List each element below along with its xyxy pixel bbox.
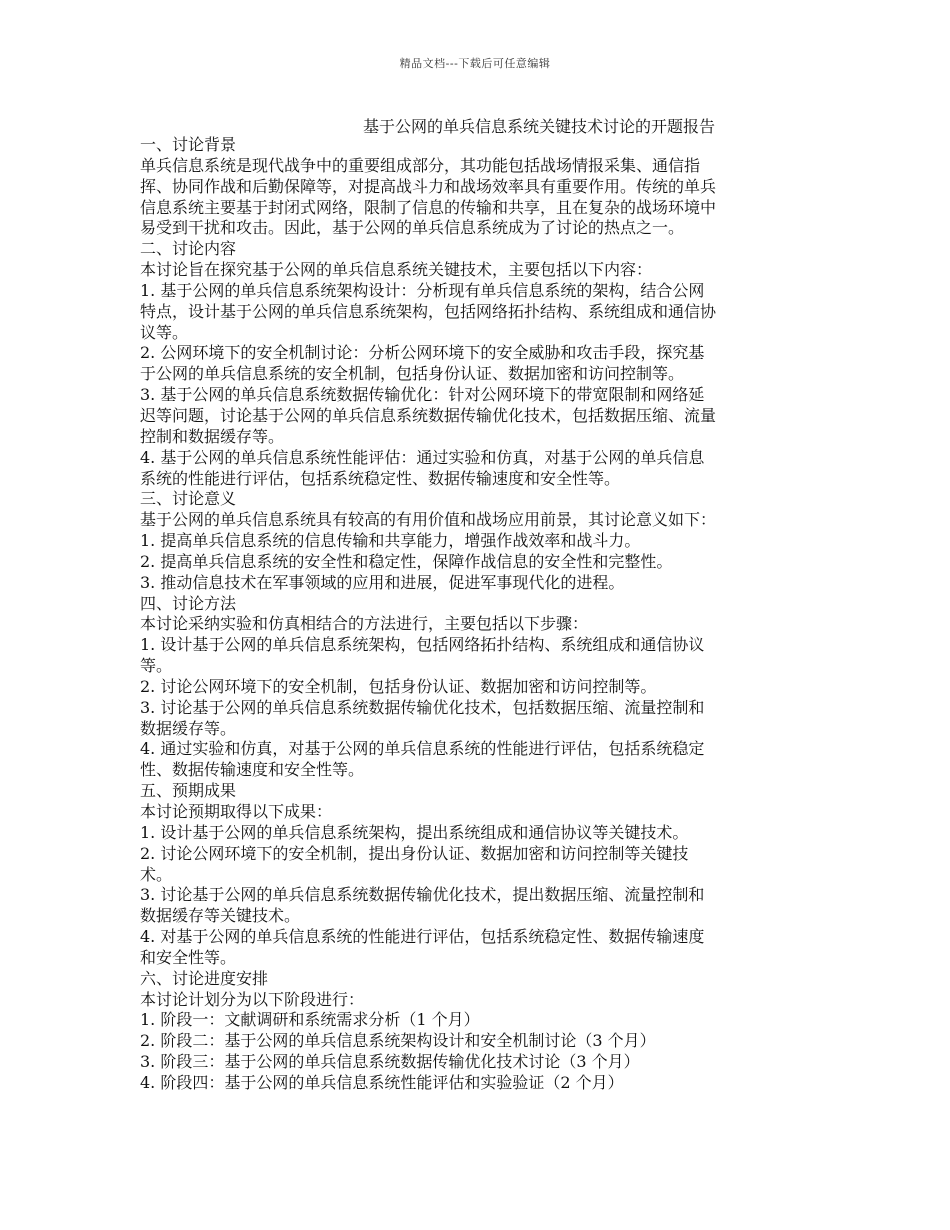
text-line: 数据缓存等。 [140,718,237,738]
text-line: 3. 讨论基于公网的单兵信息系统数据传输优化技术，提出数据压缩、流量控制和 [140,885,705,905]
page-header: 精品文档---下载后可任意编辑 [399,57,551,70]
text-line: 四、讨论方法 [140,593,237,613]
text-line: 三、讨论意义 [140,489,237,509]
text-line: 4. 对基于公网的单兵信息系统的性能进行评估，包括系统稳定性、数据传输速度 [140,927,705,947]
text-line: 4. 通过实验和仿真，对基于公网的单兵信息系统的性能进行评估，包括系统稳定 [140,739,705,759]
text-line: 二、讨论内容 [140,239,237,259]
text-line: 一、讨论背景 [140,135,237,154]
text-line: 系统的性能进行评估，包括系统稳定性、数据传输速度和安全性等。 [140,468,621,488]
document-title: 基于公网的单兵信息系统关键技术讨论的开题报告 [363,117,716,136]
text-line: 和安全性等。 [140,947,237,967]
text-line: 于公网的单兵信息系统的安全机制，包括身份认证、数据加密和访问控制等。 [140,364,685,384]
text-line: 等。 [140,656,173,676]
text-line: 2. 公网环境下的安全机制讨论：分析公网环境下的安全威胁和攻击手段，探究基 [140,343,705,363]
text-line: 控制和数据缓存等。 [140,426,285,446]
text-line: 1. 设计基于公网的单兵信息系统架构，提出系统组成和通信协议等关键技术。 [140,822,689,842]
text-line: 挥、协同作战和后勤保障等，对提高战斗力和战场效率具有重要作用。传统的单兵 [140,176,717,196]
text-line: 术。 [140,864,173,884]
text-line: 议等。 [140,322,189,342]
text-line: 单兵信息系统是现代战争中的重要组成部分，其功能包括战场情报采集、通信指 [140,155,701,175]
text-line: 4. 基于公网的单兵信息系统性能评估：通过实验和仿真，对基于公网的单兵信息 [140,447,705,467]
text-line: 迟等问题，讨论基于公网的单兵信息系统数据传输优化技术，包括数据压缩、流量 [140,405,717,425]
text-line: 3. 讨论基于公网的单兵信息系统数据传输优化技术，包括数据压缩、流量控制和 [140,697,705,717]
text-line: 3. 推动信息技术在军事领域的应用和进展，促进军事现代化的进程。 [140,572,625,592]
text-line: 2. 阶段二：基于公网的单兵信息系统架构设计和安全机制讨论（3 个月） [140,1031,656,1051]
text-line: 信息系统主要基于封闭式网络，限制了信息的传输和共享，且在复杂的战场环境中 [140,197,717,217]
text-line: 2. 讨论公网环境下的安全机制，提出身份认证、数据加密和访问控制等关键技 [140,843,689,863]
text-line: 基于公网的单兵信息系统具有较高的有用价值和战场应用前景，其讨论意义如下： [140,510,717,530]
text-line: 本讨论采纳实验和仿真相结合的方法进行，主要包括以下步骤： [140,614,589,634]
text-line: 本讨论旨在探究基于公网的单兵信息系统关键技术，主要包括以下内容： [140,260,653,280]
text-line: 1. 基于公网的单兵信息系统架构设计：分析现有单兵信息系统的架构，结合公网 [140,280,705,300]
text-line: 数据缓存等关键技术。 [140,906,301,926]
text-line: 3. 阶段三：基于公网的单兵信息系统数据传输优化技术讨论（3 个月） [140,1052,640,1072]
text-line: 2. 提高单兵信息系统的安全性和稳定性，保障作战信息的安全性和完整性。 [140,551,673,571]
text-line: 2. 讨论公网环境下的安全机制，包括身份认证、数据加密和访问控制等。 [140,676,657,696]
text-line: 4. 阶段四：基于公网的单兵信息系统性能评估和实验验证（2 个月） [140,1072,624,1092]
text-line: 性、数据传输速度和安全性等。 [140,760,365,780]
text-line: 六、讨论进度安排 [140,968,269,988]
text-line: 3. 基于公网的单兵信息系统数据传输优化：针对公网环境下的带宽限制和网络延 [140,385,705,405]
text-line: 本讨论计划分为以下阶段进行： [140,989,365,1009]
text-line: 五、预期成果 [140,781,237,801]
text-line: 本讨论预期取得以下成果： [140,802,333,821]
text-line: 1. 阶段一：文献调研和系统需求分析（1 个月） [140,1010,480,1030]
document-body [140,135,810,1094]
text-line: 1. 设计基于公网的单兵信息系统架构，包括网络拓扑结构、系统组成和通信协议 [140,635,705,655]
text-line: 特点，设计基于公网的单兵信息系统架构，包括网络拓扑结构、系统组成和通信协 [140,301,717,321]
text-line: 易受到干扰和攻击。因此，基于公网的单兵信息系统成为了讨论的热点之一。 [140,218,685,238]
text-line: 1. 提高单兵信息系统的信息传输和共享能力，增强作战效率和战斗力。 [140,531,641,551]
